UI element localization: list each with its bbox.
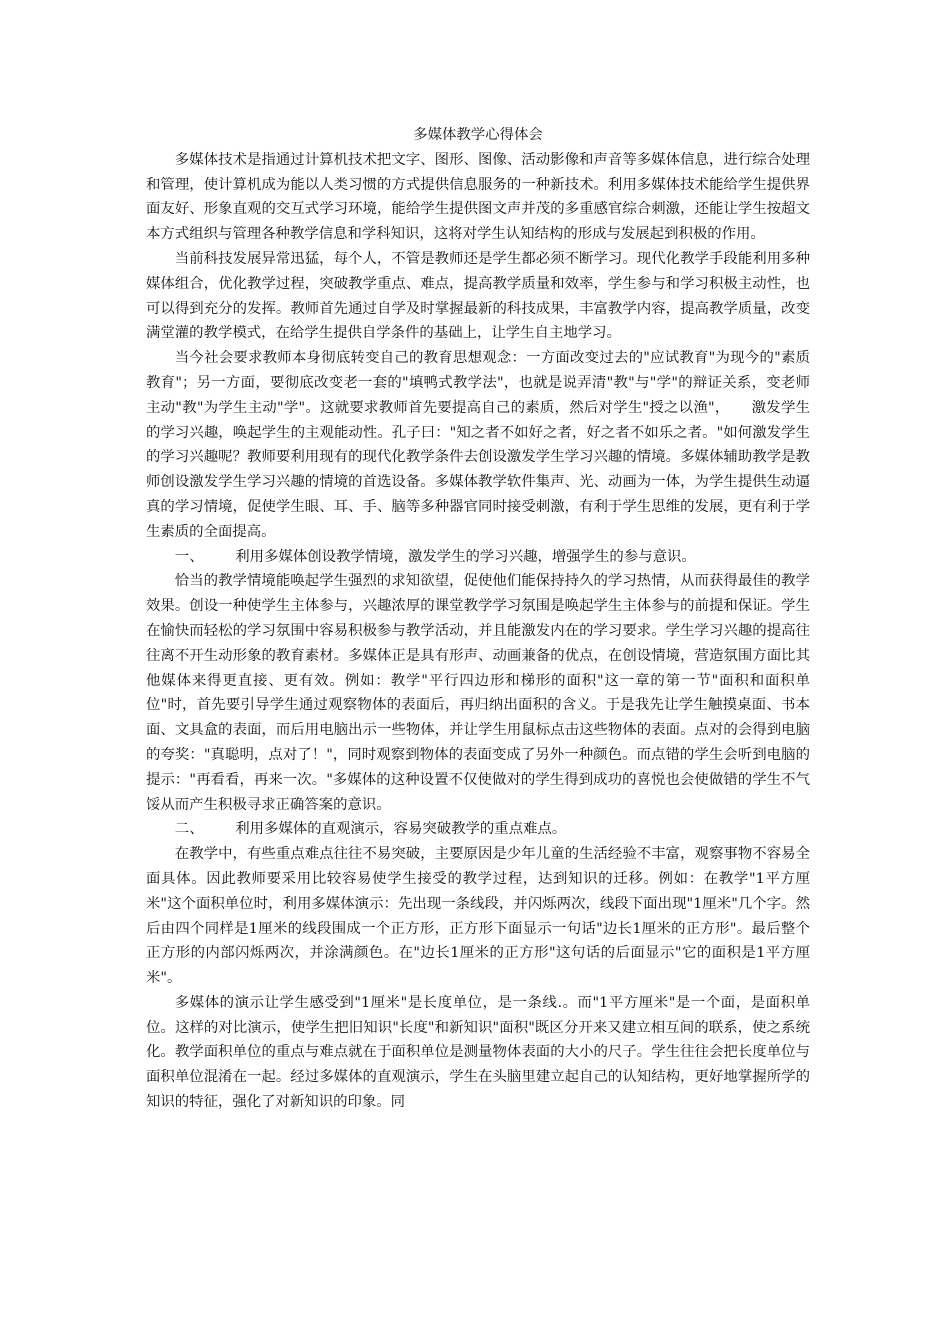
- document-title: 多媒体教学心得体会: [413, 127, 543, 143]
- section-2-heading-text: 利用多媒体的直观演示，容易突破教学的重点难点。: [235, 821, 567, 838]
- section-1-heading-text: 利用多媒体创设教学情境，激发学生的学习兴趣，增强学生的参与意识。: [235, 548, 696, 565]
- section-2-paragraph-2: 多媒体的演示让学生感受到"1厘米"是长度单位，是一条线.。而"1平方厘米"是一个面，是面积单位。这样的对比演示，使学生把旧知识"长度"和新知识"面积"既区分开来又建立相互间的联系，使之系统化。教学面积单位的重点与难点就在于面积单位是测量物体表面的大小的尺子。学生往往会把长度单位与面积单位混淆在一起。经过多媒体的直观演示，学生在头脑里建立起自己的认知结构，更好地掌握所学的知识的特征，强化了对新知识的印象。同: [146, 994, 810, 1111]
- section-2-heading: [146, 817, 810, 842]
- paragraph-intro-1: 多媒体技术是指通过计算机技术把文字、图形、图像、活动影像和声音等多媒体信息，进行综合处理和管理，使计算机成为能以人类习惯的方式提供信息服务的一种新技术。利用多媒体技术能给学生提供界面友好、形象直观的交互式学习环境，能给学生提供图文声并茂的多重感官综合刺激，还能让学生按超文本方式组织与管理各种教学信息和学科知识，这将对学生认知结构的形成与发展起到积极的作用。: [146, 151, 810, 243]
- paragraph-intro-2: 当前科技发展异常迅猛，每个人，不管是教师还是学生都必须不断学习。现代化教学手段能利用多种媒体组合，优化教学过程，突破教学重点、难点，提高教学质量和效率，学生参与和学习积极主动性，也可以得到充分的发挥。教师首先通过自学及时掌握最新的科技成果，丰富教学内容，提高教学质量，改变满堂灌的教学模式，在给学生提供自学条件的基础上，让学生自主地学习。: [146, 250, 810, 342]
- section-1-heading: [146, 545, 810, 570]
- paragraph-intro-3: 当今社会要求教师本身彻底转变自己的教育思想观念：一方面改变过去的"应试教育"为现今的"素质教育"；另一方面，要彻底改变老一套的"填鸭式教学法"，也就是说弄清"教"与"学"的辩证关系，变老师主动"教"为学生主动"学"。这就要求教师首先要提高自己的素质，然后对学生"授之以渔"， 激发学生的学习兴趣，唤起学生的主观能动性。孔子曰："知之者不如好之者，好之者不如乐之者。"如何激发学生的学习兴趣呢？教师要利用现有的现代化教学条件去创设激发学生学习兴趣的情境。多媒体辅助教学是教师创设激发学生学习兴趣的情境的首选设备。多媒体教学软件集声、光、动画为一体，为学生提供生动逼真的学习情境，促使学生眼、耳、手、脑等多种器官同时接受刺激，有利于学生思维的发展，更有利于学生素质的全面提高。: [146, 350, 810, 540]
- section-1-paragraph: 恰当的教学情境能唤起学生强烈的求知欲望，促使他们能保持持久的学习热情，从而获得最佳的教学效果。创设一种使学生主体参与，兴趣浓厚的课堂教学学习氛围是唤起学生主体参与的前提和保证。学生在愉快而轻松的学习氛围中容易积极参与教学活动，并且能激发内在的学习要求。学生学习兴趣的提高往往离不开生动形象的教育素材。多媒体正是具有形声、动画兼备的优点，在创设情境，营造氛围方面比其他媒体来得更直接、更有效。例如：教学"平行四边形和梯形的面积"这一章的第一节"面积和面积单位"时，首先要引导学生通过观察物体的表面后，再归纳出面积的含义。于是我先让学生触摸桌面、书本面、文具盒的表面，而后用电脑出示一些物体，并让学生用鼠标点击这些物体的表面。点对的会得到电脑的夸奖："真聪明，点对了！"，同时观察到物体的表面变成了另外一种颜色。而点错的学生会听到电脑的提示："再看看，再来一次。"多媒体的这种设置不仅使做对的学生得到成功的喜悦也会使做错的学生不气馁从而产生积极寻求正确答案的意识。: [146, 573, 810, 813]
- document-page: [146, 121, 810, 1115]
- section-2-number: 二、: [174, 821, 204, 838]
- section-2-paragraph: 在教学中，有些重点难点往往不易突破，主要原因是少年儿童的生活经验不丰富，观察事物不容易全面具体。因此教师要采用比较容易使学生接受的教学过程，达到知识的迁移。例如：在教学"1平方厘米"这个面积单位时，利用多媒体演示：先出现一条线段，并闪烁两次，线段下面出现"1厘米"几个字。然后由四个同样是1厘米的线段围成一个正方形，正方形下面显示一句话"边长1厘米的正方形"。最后整个正方形的内部闪烁两次，并涂满颜色。在"边长1厘米的正方形"这句话的后面显示"它的面积是1平方厘米"。: [146, 846, 810, 987]
- section-1-number: 一、: [174, 548, 204, 565]
